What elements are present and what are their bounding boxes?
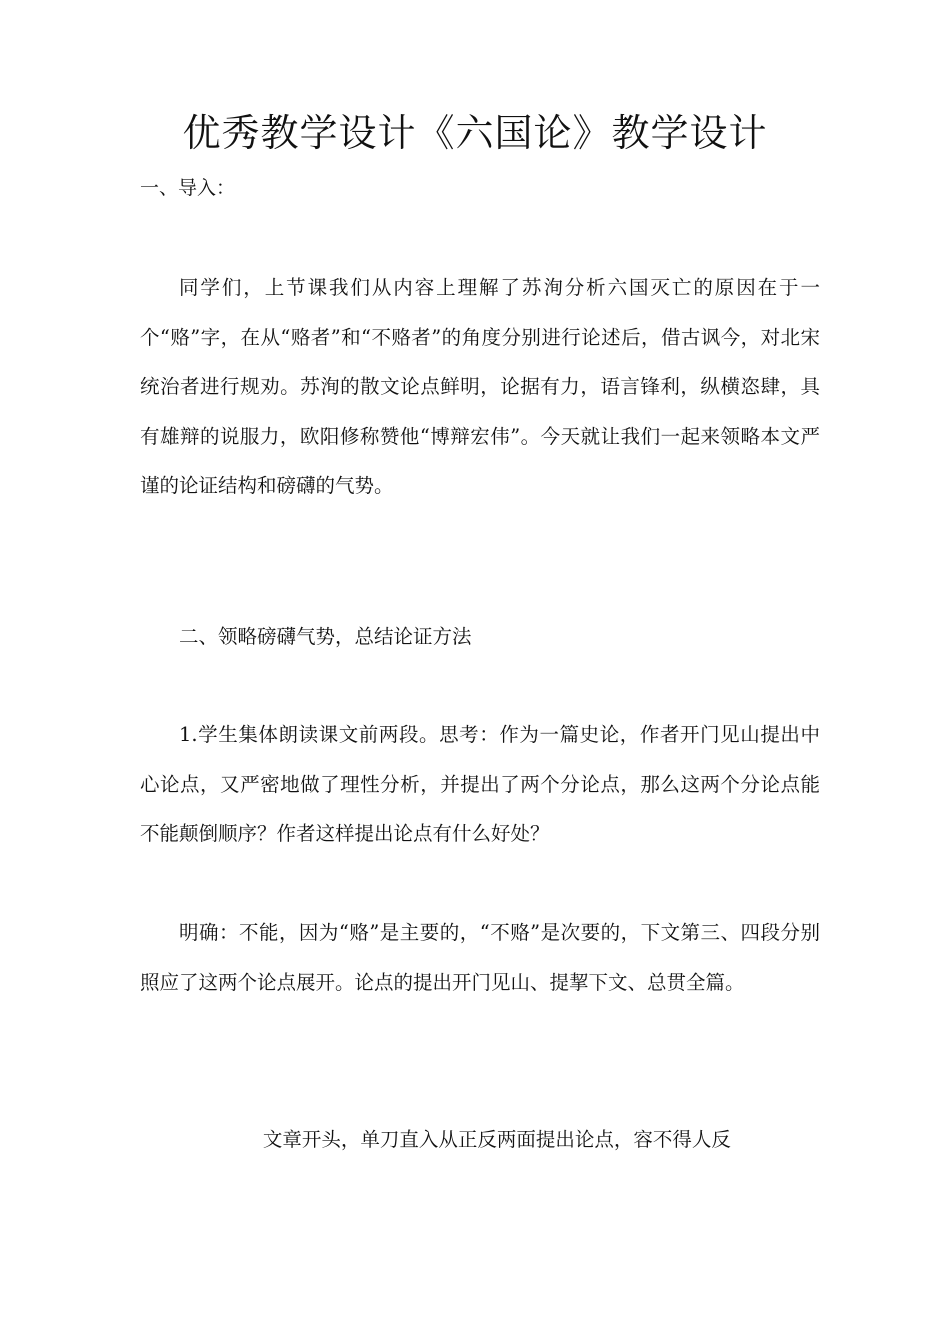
paragraph-opening-analysis: 文章开头，单刀直入从正反两面提出论点，容不得人反 (262, 1128, 731, 1151)
section-heading-argument: 二、领略磅礴气势，总结论证方法 (179, 625, 472, 648)
document-title: 优秀教学设计《六国论》教学设计 (182, 111, 768, 155)
paragraph-intro: 同学们，上节课我们从内容上理解了苏洵分析六国灭亡的原因在于一个“赂”字，在从“赂者”和“不赂者”的角度分别进行论述后，借古讽今，对北宋统治者进行规劝。苏洵的散文论点鲜明，论据有力，语言锋利，纵横恣肆，具有雄辩的说服力，欧阳修称赞他“博辩宏伟”。今天就让我们一起来领略本文严谨的论证结构和磅礴的气势。 (140, 276, 820, 497)
paragraph-question: 1.学生集体朗读课文前两段。思考：作为一篇史论，作者开门见山提出中心论点，又严密地做了理性分析，并提出了两个分论点，那么这两个分论点能不能颠倒顺序？作者这样提出论点有什么好处？ (140, 723, 820, 845)
paragraph-answer: 明确：不能，因为“赂”是主要的，“不赂”是次要的，下文第三、四段分别照应了这两个论点展开。论点的提出开门见山、提挈下文、总贯全篇。 (140, 921, 820, 994)
section-heading-intro: 一、导入： (140, 177, 236, 199)
